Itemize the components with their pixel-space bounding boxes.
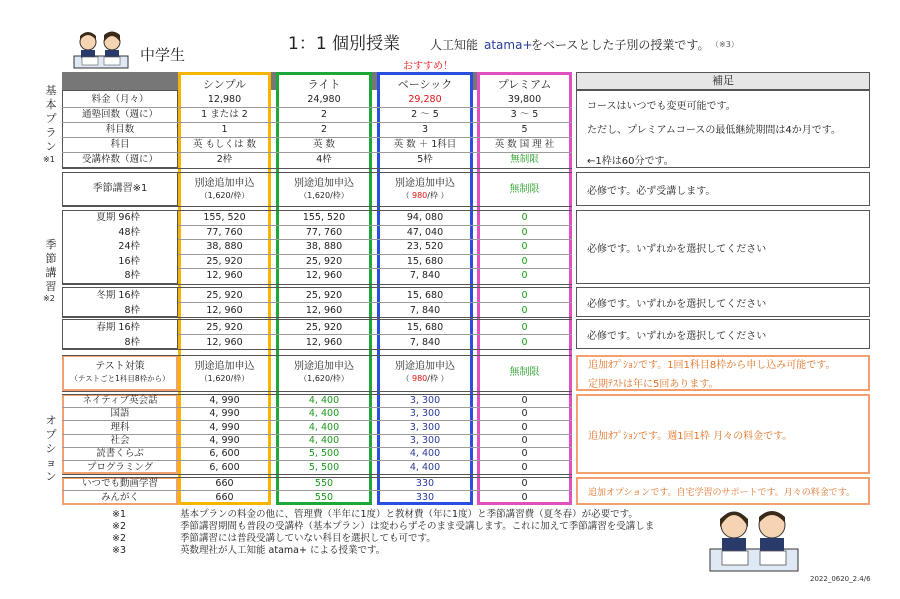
basic-line-3 xyxy=(62,137,572,138)
options2-cell-1-3: 0 xyxy=(521,491,528,503)
season-head-note: 必修です。必ず受講します。 xyxy=(576,172,870,206)
basic-line-2 xyxy=(62,122,572,123)
basic-notes-box xyxy=(576,90,870,168)
basic-cell-3-0: 英 もしくは 数 xyxy=(192,139,257,150)
summer-cell-0-2: 94, 080 xyxy=(406,212,444,223)
basic-cell-0-2: 29,280 xyxy=(408,94,442,105)
basic-cell-0-0: 12,980 xyxy=(207,94,242,105)
options2-cell-1-1: 550 xyxy=(314,491,334,503)
spring-cell-1-0: 12, 960 xyxy=(206,337,243,348)
basic-cell-2-0: 1 xyxy=(221,124,228,135)
side-label-basic: 基 本 プ ラ ン xyxy=(45,84,57,153)
column-header-premium: プレミアム xyxy=(497,78,552,91)
side-label-season-ref: ※2 xyxy=(43,294,55,303)
spring-cell-1-1: 12, 960 xyxy=(305,337,343,348)
basic-note-2: ただし、プレミアムコースの最低継続期間は4か月です。 xyxy=(587,125,841,136)
footnote-mark-1: ※2 xyxy=(112,521,127,532)
basic-line-1 xyxy=(62,107,572,108)
basic-cell-1-2: 2 ～ 5 xyxy=(411,109,439,120)
summer-cell-4-0: 12, 960 xyxy=(206,270,243,281)
test-basic: 別途追加申込 （ 980/枠 ） xyxy=(395,361,455,383)
options-label-5: プログラミング xyxy=(86,461,154,473)
students-illustration-bottom xyxy=(708,505,800,573)
test-label: テスト対策 （テストごと1科目8枠から） xyxy=(70,361,170,383)
footnote-text-3: 英数理社が人工知能 atama+ による授業です。 xyxy=(180,545,386,556)
summer-label-2: 24枠 xyxy=(118,241,140,252)
spring-cell-0-2: 15, 680 xyxy=(406,322,444,333)
season-head-label: 季節講習※1 xyxy=(92,183,148,194)
summer-cell-2-1: 38, 880 xyxy=(305,241,343,252)
basic-cell-4-3: 無制限 xyxy=(510,154,539,165)
students-illustration-top xyxy=(72,30,130,70)
options-cell-2-2: 3, 300 xyxy=(409,421,441,433)
winter-cell-0-3: 0 xyxy=(521,290,528,301)
season-simple: 別途追加申込 （1,620/枠） xyxy=(194,178,255,200)
summer-cell-0-3: 0 xyxy=(521,212,528,223)
test-top xyxy=(62,355,572,356)
subtitle-suffix: をベースとした子別の授業です。 xyxy=(531,38,710,52)
basic-cell-3-1: 英 数 xyxy=(312,139,336,150)
subtitle-note-ref: （※3） xyxy=(711,40,739,49)
options-cell-5-0: 6, 600 xyxy=(209,461,240,473)
season-basic: 別途追加申込 （ 980/枠 ） xyxy=(395,178,455,200)
options-cell-2-3: 0 xyxy=(521,421,528,433)
summer-label-3: 16枠 xyxy=(118,255,140,267)
options-cell-1-1: 4, 400 xyxy=(308,408,340,420)
test-premium: 無制限 xyxy=(509,367,540,378)
options-cell-1-0: 4, 990 xyxy=(209,408,240,420)
test-simple: 別途追加申込 （1,620/枠） xyxy=(194,361,255,383)
options-note: 追加ｵﾌﾟｼｮﾝです。週1回1枠 月々の料金です。 xyxy=(576,394,870,474)
winter-label-0: 冬期 16枠 xyxy=(96,290,140,301)
page-title: 1：1 個別授業 xyxy=(288,34,401,54)
basic-cell-4-0: 2枠 xyxy=(216,154,233,165)
options-label-1: 国語 xyxy=(110,408,130,420)
basic-line-4 xyxy=(62,152,572,153)
options-label-2: 理科 xyxy=(110,421,130,433)
spring-cell-0-3: 0 xyxy=(521,322,528,333)
season-premium: 無制限 xyxy=(509,184,540,195)
footnote-mark-2: ※2 xyxy=(112,533,127,544)
spring-cell-0-1: 25, 920 xyxy=(305,322,343,333)
column-header-basic: ベーシック xyxy=(397,78,453,91)
brand-name: atama+ xyxy=(484,38,533,52)
summer-cell-3-1: 25, 920 xyxy=(305,255,343,267)
winter-cell-1-2: 7, 840 xyxy=(409,305,441,316)
options-cell-3-0: 4, 990 xyxy=(209,434,240,446)
winter-line xyxy=(178,302,572,303)
summer-cell-1-3: 0 xyxy=(521,226,528,238)
test-light: 別途追加申込 （1,620/枠） xyxy=(294,361,354,383)
spring-line xyxy=(178,334,572,335)
options-label-4: 読書くらぶ xyxy=(96,448,144,460)
basic-label-2: 科目数 xyxy=(105,124,135,135)
winter-note: 必修です。いずれかを選択してください xyxy=(576,287,870,317)
basic-cell-2-2: 3 xyxy=(421,124,429,135)
winter-cell-1-0: 12, 960 xyxy=(206,305,243,316)
winter-cell-0-2: 15, 680 xyxy=(406,290,444,301)
options-cell-4-1: 5, 500 xyxy=(308,448,340,460)
summer-top xyxy=(62,210,572,211)
summer-cell-3-3: 0 xyxy=(521,255,528,267)
summer-line-2 xyxy=(178,239,572,240)
spring-top xyxy=(62,319,572,320)
season-light: 別途追加申込 （1,620/枠） xyxy=(294,178,354,200)
options-cell-5-3: 0 xyxy=(521,461,528,473)
options-cell-1-3: 0 xyxy=(521,408,528,420)
subtitle-prefix: 人工知能 xyxy=(430,38,479,52)
test-note-1: 追加ｵﾌﾟｼｮﾝです。1回1科目8枠から申し込み可能です。 xyxy=(588,360,836,371)
header-gray-band xyxy=(62,72,178,90)
notes-header: 補足 xyxy=(576,72,870,90)
summer-cell-4-3: 0 xyxy=(521,270,528,281)
basic-label-1: 通塾回数（週に） xyxy=(81,109,158,120)
options-cell-2-0: 4, 990 xyxy=(209,421,240,433)
winter-cell-1-1: 12, 960 xyxy=(305,305,343,316)
basic-cell-2-3: 5 xyxy=(521,124,528,135)
summer-label-4: 8枠 xyxy=(124,270,140,281)
winter-bottom xyxy=(62,317,572,318)
summer-label-0: 夏期 96枠 xyxy=(96,212,140,223)
winter-cell-1-3: 0 xyxy=(521,305,528,316)
options-cell-3-2: 3, 300 xyxy=(409,434,441,446)
options-cell-5-2: 4, 400 xyxy=(409,461,441,473)
footnote-text-0: 基本プランの料金の他に、管理費（半年に1度）と教材費（年に1度）と季節講習費（夏冬春）が必要です。 xyxy=(180,509,638,520)
basic-bottom xyxy=(62,168,572,169)
summer-cell-0-0: 155, 520 xyxy=(203,212,246,223)
spring-cell-0-0: 25, 920 xyxy=(206,322,243,333)
test-bottom xyxy=(62,391,572,392)
options-cell-1-2: 3, 300 xyxy=(409,408,441,420)
options2-cell-0-0: 660 xyxy=(215,478,234,489)
column-header-light: ライト xyxy=(307,78,341,91)
options2-note: 追加オプションです。自宅学習のサポートです。月々の料金です。 xyxy=(576,477,870,505)
summer-cell-3-2: 15, 680 xyxy=(406,255,444,267)
options-cell-4-3: 0 xyxy=(521,448,528,460)
basic-label-4: 受講枠数（週に） xyxy=(81,154,158,165)
side-label-season: 季 節 講 習 xyxy=(45,238,57,293)
basic-cell-0-3: 39,800 xyxy=(507,94,542,105)
options2-cell-0-2: 330 xyxy=(415,478,435,489)
winter-cell-0-0: 25, 920 xyxy=(206,290,243,301)
test-note-2: 定期ﾃｽﾄは年に5回あります。 xyxy=(588,379,719,390)
basic-cell-0-1: 24,980 xyxy=(307,94,341,105)
options-cell-0-1: 4, 400 xyxy=(308,395,340,406)
summer-cell-3-0: 25, 920 xyxy=(206,255,243,267)
spring-note: 必修です。いずれかを選択してください xyxy=(576,319,870,349)
summer-cell-1-0: 77, 760 xyxy=(206,226,243,238)
summer-cell-2-0: 38, 880 xyxy=(206,241,243,252)
basic-label-0: 料金（月々） xyxy=(91,94,149,105)
spring-cell-1-2: 7, 840 xyxy=(409,337,441,348)
summer-cell-1-2: 47, 040 xyxy=(406,226,444,238)
options-cell-3-1: 4, 400 xyxy=(308,434,340,446)
options-cell-4-0: 6, 600 xyxy=(209,448,240,460)
basic-cell-1-3: 3 ～ 5 xyxy=(510,109,539,120)
summer-label-1: 48枠 xyxy=(118,226,140,238)
footnote-mark-0: ※1 xyxy=(112,509,127,520)
footnote-text-1: 季節講習期間も普段の受講枠（基本プラン）は変わらずそのまま受講します。これに加えて季節講習を受講しま xyxy=(180,521,655,532)
summer-cell-4-2: 7, 840 xyxy=(409,270,441,281)
options-cell-0-0: 4, 990 xyxy=(209,395,240,406)
season-bottom xyxy=(62,206,572,207)
options-cell-3-3: 0 xyxy=(521,434,528,446)
basic-cell-4-1: 4枠 xyxy=(316,154,332,165)
options-cell-4-2: 4, 400 xyxy=(409,448,441,460)
spring-bottom xyxy=(62,349,572,350)
options2-cell-1-0: 660 xyxy=(215,491,234,503)
summer-bottom xyxy=(62,284,572,285)
summer-cell-0-1: 155, 520 xyxy=(302,212,346,223)
summer-cell-2-2: 23, 520 xyxy=(406,241,444,252)
winter-cell-0-1: 25, 920 xyxy=(305,290,343,301)
footnote-mark-3: ※3 xyxy=(112,545,127,556)
summer-cell-4-1: 12, 960 xyxy=(305,270,343,281)
summer-note: 必修です。いずれかを選択してください xyxy=(576,210,870,284)
winter-label-1: 8枠 xyxy=(124,305,140,316)
options-cell-5-1: 5, 500 xyxy=(308,461,340,473)
side-label-basic-ref: ※1 xyxy=(43,155,55,164)
spring-label-0: 春期 16枠 xyxy=(96,322,140,333)
footnote-text-2: 季節講習には普段受講していない科目を選択しても可です。 xyxy=(180,533,436,544)
summer-line-4 xyxy=(178,268,572,269)
summer-cell-2-3: 0 xyxy=(521,241,528,252)
basic-cell-3-2: 英 数 ＋ 1科目 xyxy=(393,139,457,150)
options2-cell-0-1: 550 xyxy=(314,478,334,489)
options-label-0: ネイティブ英会話 xyxy=(82,395,158,406)
options-bottom xyxy=(62,474,572,475)
options-cell-0-3: 0 xyxy=(521,395,528,406)
basic-note-1: コースはいつでも変更可能です。 xyxy=(587,101,736,112)
side-label-option: オ プ シ ョ ン xyxy=(45,414,57,483)
options2-label-0: いつでも動画学習 xyxy=(81,478,158,489)
test-note-box xyxy=(576,355,870,391)
season-top xyxy=(62,172,572,173)
options-cell-0-2: 3, 300 xyxy=(409,395,441,406)
basic-cell-4-2: 5枠 xyxy=(417,154,433,165)
spring-label-1: 8枠 xyxy=(124,337,140,348)
basic-cell-1-1: 2 xyxy=(320,109,328,120)
grade-category: 中学生 xyxy=(140,46,186,64)
options-label-3: 社会 xyxy=(110,434,130,446)
column-header-simple: シンプル xyxy=(202,78,247,91)
basic-cell-3-3: 英 数 国 理 社 xyxy=(494,139,555,150)
winter-top xyxy=(62,287,572,288)
document-code: 2022_0620_2.4/6 xyxy=(810,575,871,583)
summer-cell-1-1: 77, 760 xyxy=(305,226,343,238)
options-cell-2-1: 4, 400 xyxy=(308,421,340,433)
basic-cell-2-1: 2 xyxy=(320,124,328,135)
spring-cell-1-3: 0 xyxy=(521,337,528,348)
basic-label-3: 科目 xyxy=(110,139,130,150)
basic-cell-1-0: 1 または 2 xyxy=(201,109,248,120)
basic-note-3: ←1枠は60分です。 xyxy=(587,156,674,167)
options2-cell-1-2: 330 xyxy=(415,491,435,503)
options2-label-1: みんがく xyxy=(100,491,139,503)
options2-cell-0-3: 0 xyxy=(521,478,528,489)
recommend-label: おすすめ！ xyxy=(403,61,454,72)
